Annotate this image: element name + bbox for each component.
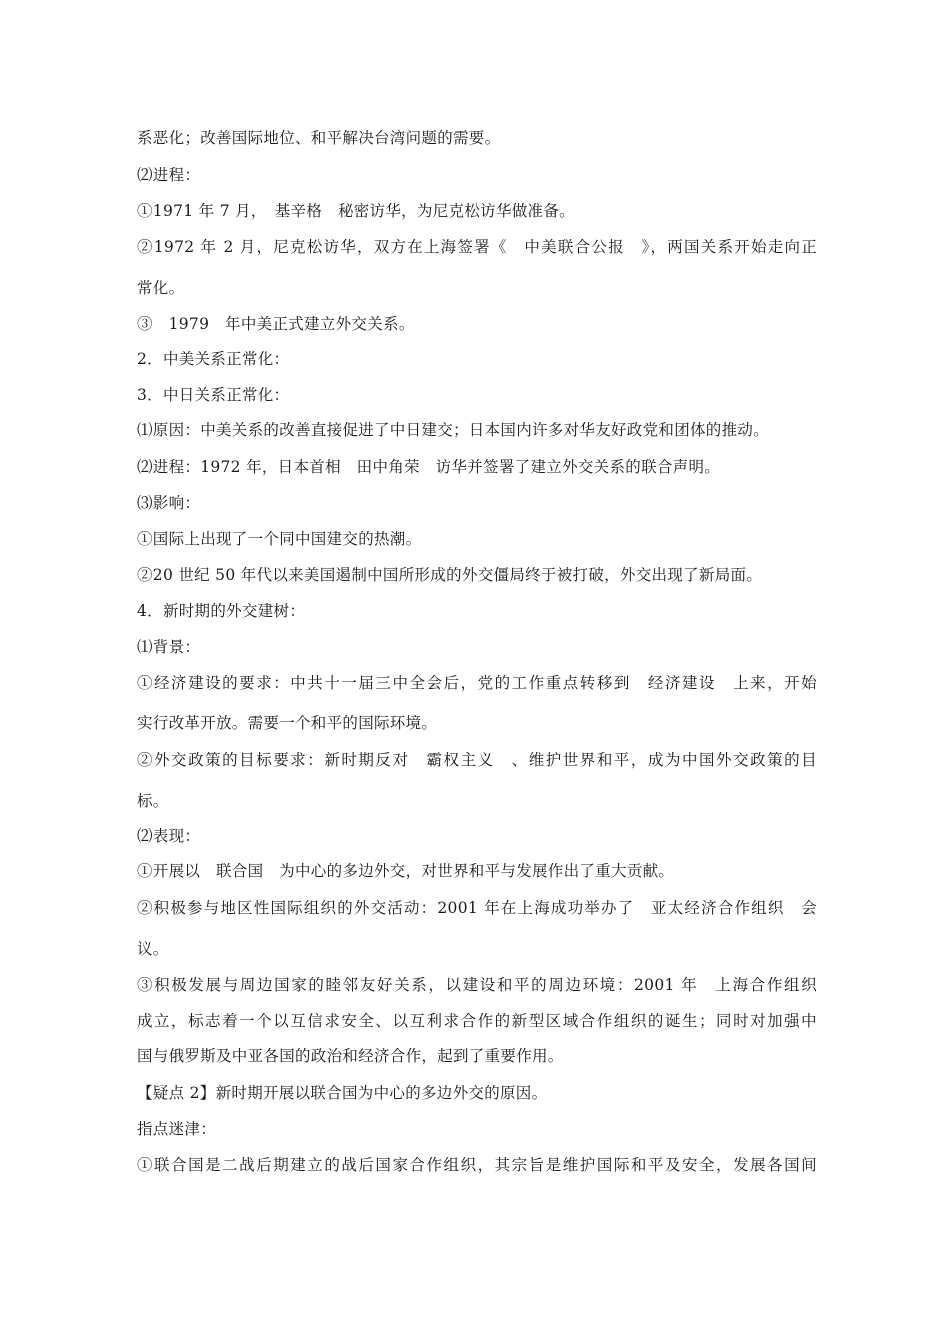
text-line: ⑴原因：中美关系的改善直接促进了中日建交；日本国内许多对华友好政党和团体的推动。 [137,421,770,439]
text-line: ①经济建设的要求：中共十一届三中全会后，党的工作重点转移到 经济建设 上来，开始 [137,674,817,692]
text-line: 成立，标志着一个以互信求安全、以互利求合作的新型区域合作组织的诞生；同时对加强中 [137,1012,817,1030]
text-line: ①1971 年 7 月， 基辛格 秘密访华，为尼克松访华做准备。 [137,202,575,220]
text-line: ③积极发展与周边国家的睦邻友好关系，以建设和平的周边环境：2001 年 上海合作组织 [137,976,817,994]
text-line: ②外交政策的目标要求：新时期反对 霸权主义 、维护世界和平，成为中国外交政策的目 [137,751,817,769]
text-line: 标。 [137,792,169,810]
text-line: ②20 世纪 50 年代以来美国遏制中国所形成的外交僵局终于被打破，外交出现了新局面。 [137,566,763,584]
text-line: 实行改革开放。需要一个和平的国际环境。 [137,714,438,732]
text-line: ⑴背景： [137,638,201,656]
section-heading: 4．新时期的外交建树： [137,602,306,620]
text-line: ①联合国是二战后期建立的战后国家合作组织，其宗旨是维护国际和平及安全，发展各国间 [137,1156,817,1174]
doubt-heading: 【疑点 2】新时期开展以联合国为中心的多边外交的原因。 [137,1084,548,1102]
text-line: 系恶化；改善国际地位、和平解决台湾问题的需要。 [137,129,501,147]
section-heading: 2．中美关系正常化： [137,350,290,368]
text-line: ③ 1979 年中美正式建立外交关系。 [137,315,415,333]
text-line: ⑶影响： [137,494,201,512]
text-line: ②积极参与地区性国际组织的外交活动：2001 年在上海成功举办了 亚太经济合作组织 会 [137,899,817,917]
text-line: ⑵进程：1972 年，日本首相 田中角荣 访华并签署了建立外交关系的联合声明。 [137,458,721,476]
text-line: 议。 [137,940,169,958]
text-line: ⑵表现： [137,827,201,845]
text-line: ②1972 年 2 月，尼克松访华，双方在上海签署《 中美联合公报 》，两国关系开始走向正 [137,238,817,256]
text-line: ①国际上出现了一个同中国建交的热潮。 [137,530,422,548]
text-line: ①开展以 联合国 为中心的多边外交，对世界和平与发展作出了重大贡献。 [137,862,675,880]
section-heading: 3．中日关系正常化： [137,386,290,404]
text-line: 国与俄罗斯及中亚各国的政治和经济合作，起到了重要作用。 [137,1047,564,1065]
text-line: 常化。 [137,279,185,297]
text-line: ⑵进程： [137,166,201,184]
text-line: 指点迷津： [137,1120,217,1138]
